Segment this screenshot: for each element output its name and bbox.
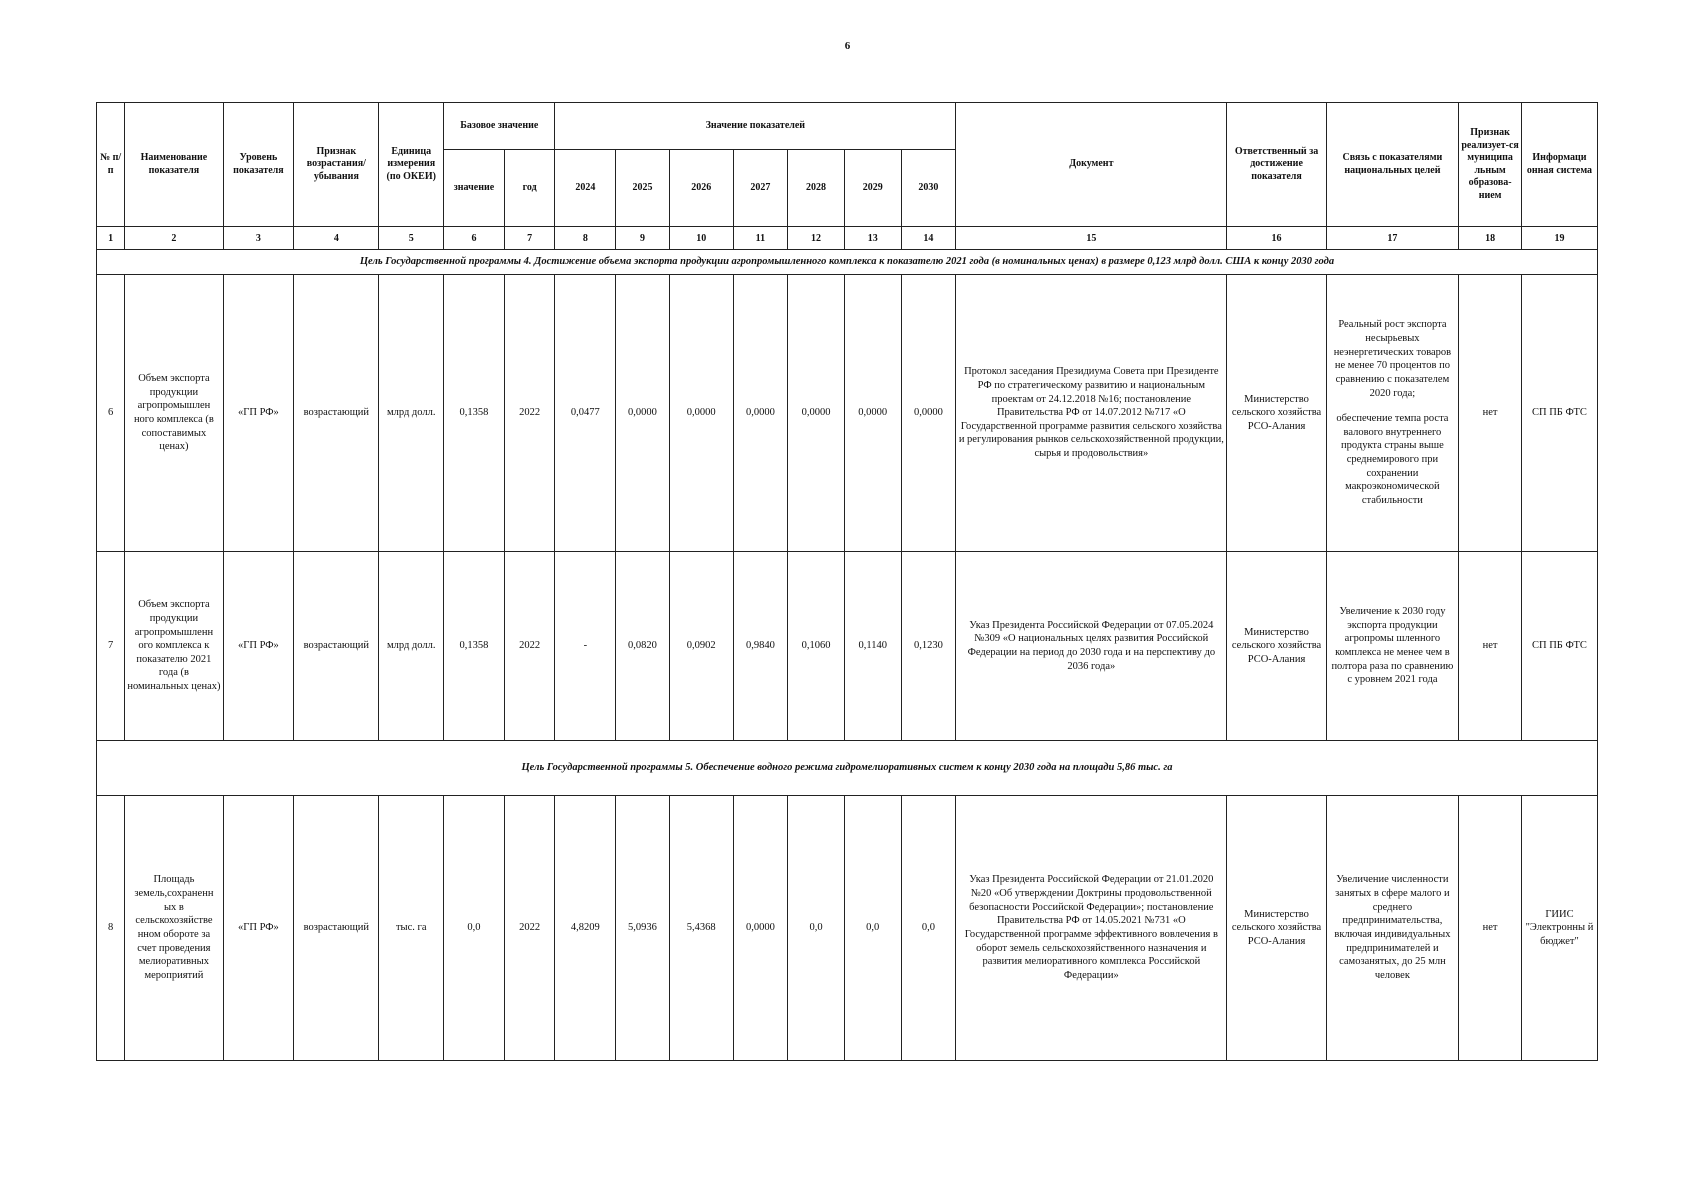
year-header: 2027 bbox=[733, 150, 788, 227]
indicator-level: «ГП РФ» bbox=[223, 796, 294, 1061]
column-number: 17 bbox=[1326, 227, 1459, 250]
base-value: 0,0 bbox=[444, 796, 505, 1061]
indicator-unit: млрд долл. bbox=[379, 552, 444, 741]
base-year-header: год bbox=[504, 150, 555, 227]
column-number: 12 bbox=[788, 227, 845, 250]
base-value: 0,1358 bbox=[444, 275, 505, 552]
column-number: 8 bbox=[555, 227, 616, 250]
column-number: 16 bbox=[1227, 227, 1326, 250]
column-numbers-row bbox=[97, 227, 1598, 250]
value-2029: 0,0 bbox=[844, 796, 901, 1061]
indicator-level: «ГП РФ» bbox=[223, 552, 294, 741]
column-number: 2 bbox=[125, 227, 223, 250]
col-level-header: Уровень показателя bbox=[223, 103, 294, 227]
value-2027: 0,0000 bbox=[733, 796, 788, 1061]
base-group-header: Базовое значение bbox=[444, 103, 555, 150]
document-cell: Указ Президента Российской Федерации от 21.01.2020 №20 «Об утверждении Доктрины продовольственной безопасности Российской Федерации»; постановление Правительства РФ от 14.05.2021 №731 «О Государственной программе эффективного вовлечения в оборот земель сельскохозяйственного назначения и развития мелиоративного комплекса Российской Федерации» bbox=[956, 796, 1227, 1061]
goal-4-text: Цель Государственной программы 4. Достижение объема экспорта продукции агропромышленного комплекса к показателю 2021 года (в номинальных ценах) в размере 0,123 млрд долл. США к концу 2030 года bbox=[97, 250, 1598, 275]
responsible-cell: Министерство сельского хозяйства РСО-Алания bbox=[1227, 275, 1326, 552]
value-2024: - bbox=[555, 552, 616, 741]
value-2028: 0,0 bbox=[788, 796, 845, 1061]
municipal-cell: нет bbox=[1459, 796, 1522, 1061]
indicator-name: Объем экспорта продукции агропромышленн ого комплекса к показателю 2021 года (в номинальных ценах) bbox=[125, 552, 223, 741]
column-number: 10 bbox=[669, 227, 733, 250]
value-2030: 0,0 bbox=[901, 796, 956, 1061]
indicator-unit: тыс. га bbox=[379, 796, 444, 1061]
column-number: 9 bbox=[616, 227, 670, 250]
indicators-table bbox=[96, 102, 1598, 1061]
col-unit-header: Единица измерения (по ОКЕИ) bbox=[379, 103, 444, 227]
col-name-header: Наименование показателя bbox=[125, 103, 223, 227]
column-number: 13 bbox=[844, 227, 901, 250]
col-no-header: № п/п bbox=[97, 103, 125, 227]
value-2025: 5,0936 bbox=[616, 796, 670, 1061]
value-2024: 0,0477 bbox=[555, 275, 616, 552]
national-goals-link-cell: Увеличение к 2030 году экспорта продукции агропромы шленного комплекса не менее чем в полтора раза по сравнению с уровнем 2021 года bbox=[1326, 552, 1459, 741]
column-number: 18 bbox=[1459, 227, 1522, 250]
table-row bbox=[97, 796, 1598, 1061]
goal-5-text: Цель Государственной программы 5. Обеспечение водного режима гидромелиоративных систем к концу 2030 года на площади 5,86 тыс. га bbox=[97, 741, 1598, 796]
indicator-trend: возрастающий bbox=[294, 796, 379, 1061]
national-goals-link-cell bbox=[1326, 275, 1459, 552]
value-2026: 5,4368 bbox=[669, 796, 733, 1061]
goal-4-row bbox=[97, 250, 1598, 275]
value-2028: 0,1060 bbox=[788, 552, 845, 741]
municipal-cell: нет bbox=[1459, 275, 1522, 552]
year-header: 2029 bbox=[844, 150, 901, 227]
year-header: 2026 bbox=[669, 150, 733, 227]
info-system-cell: СП ПБ ФТС bbox=[1521, 552, 1597, 741]
column-number: 11 bbox=[733, 227, 788, 250]
value-2026: 0,0902 bbox=[669, 552, 733, 741]
col-info-system-header: Информаци онная система bbox=[1521, 103, 1597, 227]
base-value-header: значение bbox=[444, 150, 505, 227]
national-goals-link-cell: Увеличение численности занятых в сфере малого и среднего предпринимательства, включая индивидуальных предпринимателей и самозанятых, до 25 млн человек bbox=[1326, 796, 1459, 1061]
year-header: 2030 bbox=[901, 150, 956, 227]
national-goal-1: Реальный рост экспорта несырьевых неэнергетических товаров не менее 70 процентов по сравнению с показателем 2020 года; bbox=[1333, 319, 1452, 399]
value-2026: 0,0000 bbox=[669, 275, 733, 552]
responsible-cell: Министерство сельского хозяйства РСО-Алания bbox=[1227, 796, 1326, 1061]
value-2025: 0,0000 bbox=[616, 275, 670, 552]
national-goal-2: обеспечение темпа роста валового внутреннего продукта страны выше среднемирового при сохранении макроэкономической стабильности bbox=[1336, 413, 1449, 507]
column-number: 7 bbox=[504, 227, 555, 250]
column-number: 3 bbox=[223, 227, 294, 250]
column-number: 6 bbox=[444, 227, 505, 250]
value-2027: 0,9840 bbox=[733, 552, 788, 741]
base-year: 2022 bbox=[504, 552, 555, 741]
indicator-trend: возрастающий bbox=[294, 552, 379, 741]
values-group-header: Значение показателей bbox=[555, 103, 956, 150]
document-cell: Протокол заседания Президиума Совета при Президенте РФ по стратегическому развитию и национальным проектам от 24.12.2018 №16; постановление Правительства РФ от 14.07.2012 №717 «О Государственной программе развития сельского хозяйства и регулирования рынков сельскохозяйственной продукции, сырья и продовольствия» bbox=[956, 275, 1227, 552]
page-number: 6 bbox=[844, 40, 851, 52]
indicator-name: Объем экспорта продукции агропромышлен ного комплекса (в сопоставимых ценах) bbox=[125, 275, 223, 552]
goal-5-row bbox=[97, 741, 1598, 796]
col-responsible-header: Ответственный за достижение показателя bbox=[1227, 103, 1326, 227]
value-2029: 0,0000 bbox=[844, 275, 901, 552]
column-number: 19 bbox=[1521, 227, 1597, 250]
column-number: 15 bbox=[956, 227, 1227, 250]
col-municipal-header: Признак реализует-ся муниципа льным образова-нием bbox=[1459, 103, 1522, 227]
indicator-name: Площадь земель,сохраненн ых в сельскохозяйстве нном обороте за счет проведения мелиоративных мероприятий bbox=[125, 796, 223, 1061]
table-row bbox=[97, 552, 1598, 741]
col-link-header: Связь с показателями национальных целей bbox=[1326, 103, 1459, 227]
base-year: 2022 bbox=[504, 275, 555, 552]
row-number: 7 bbox=[97, 552, 125, 741]
year-header: 2028 bbox=[788, 150, 845, 227]
value-2025: 0,0820 bbox=[616, 552, 670, 741]
base-value: 0,1358 bbox=[444, 552, 505, 741]
value-2030: 0,0000 bbox=[901, 275, 956, 552]
base-year: 2022 bbox=[504, 796, 555, 1061]
col-trend-header: Признак возрастания/ убывания bbox=[294, 103, 379, 227]
row-number: 6 bbox=[97, 275, 125, 552]
column-number: 5 bbox=[379, 227, 444, 250]
value-2027: 0,0000 bbox=[733, 275, 788, 552]
municipal-cell: нет bbox=[1459, 552, 1522, 741]
col-document-header: Документ bbox=[956, 103, 1227, 227]
value-2028: 0,0000 bbox=[788, 275, 845, 552]
responsible-cell: Министерство сельского хозяйства РСО-Алания bbox=[1227, 552, 1326, 741]
year-header: 2025 bbox=[616, 150, 670, 227]
info-system-cell: СП ПБ ФТС bbox=[1521, 275, 1597, 552]
value-2024: 4,8209 bbox=[555, 796, 616, 1061]
info-system-cell: ГИИС "Электронны й бюджет" bbox=[1521, 796, 1597, 1061]
table-row bbox=[97, 275, 1598, 552]
document-cell: Указ Президента Российской Федерации от 07.05.2024 №309 «О национальных целях развития Российской Федерации на период до 2030 года и на перспективу до 2036 года» bbox=[956, 552, 1227, 741]
indicator-trend: возрастающий bbox=[294, 275, 379, 552]
column-number: 4 bbox=[294, 227, 379, 250]
value-2029: 0,1140 bbox=[844, 552, 901, 741]
column-number: 14 bbox=[901, 227, 956, 250]
year-header: 2024 bbox=[555, 150, 616, 227]
value-2030: 0,1230 bbox=[901, 552, 956, 741]
column-number: 1 bbox=[97, 227, 125, 250]
indicator-unit: млрд долл. bbox=[379, 275, 444, 552]
row-number: 8 bbox=[97, 796, 125, 1061]
indicator-level: «ГП РФ» bbox=[223, 275, 294, 552]
